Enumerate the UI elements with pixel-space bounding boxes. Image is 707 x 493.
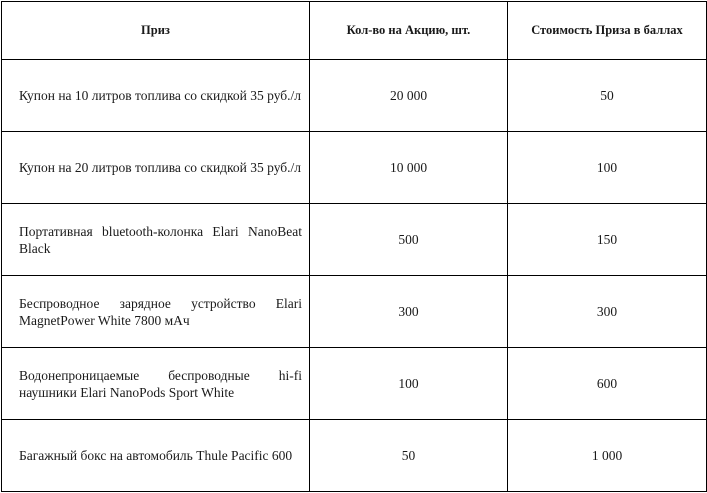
cost-cell: 150 <box>508 204 707 276</box>
prize-name-cell: Купон на 10 литров топлива со скидкой 35 руб./л <box>2 60 310 132</box>
quantity-cell: 50 <box>310 420 508 492</box>
cost-cell: 1 000 <box>508 420 707 492</box>
prize-name-cell: Портативная bluetooth-колонка Elari NanoBeat Black <box>2 204 310 276</box>
table-row <box>2 132 707 204</box>
prize-name-cell: Купон на 20 литров топлива со скидкой 35 руб./л <box>2 132 310 204</box>
quantity-cell: 300 <box>310 276 508 348</box>
cost-cell: 600 <box>508 348 707 420</box>
header-cost: Стоимость Приза в баллах <box>508 2 707 60</box>
prize-name-cell: Беспроводное зарядное устройство Elari MagnetPower White 7800 мАч <box>2 276 310 348</box>
table-row <box>2 420 707 492</box>
quantity-cell: 20 000 <box>310 60 508 132</box>
quantity-cell: 10 000 <box>310 132 508 204</box>
quantity-cell: 500 <box>310 204 508 276</box>
quantity-cell: 100 <box>310 348 508 420</box>
table-row <box>2 60 707 132</box>
header-prize: Приз <box>2 2 310 60</box>
table-row <box>2 276 707 348</box>
prize-table <box>1 1 707 492</box>
cost-cell: 100 <box>508 132 707 204</box>
table-header <box>2 2 707 60</box>
prize-name-cell: Багажный бокс на автомобиль Thule Pacific 600 <box>2 420 310 492</box>
header-quantity: Кол-во на Акцию, шт. <box>310 2 508 60</box>
table-row <box>2 204 707 276</box>
table-row <box>2 348 707 420</box>
cost-cell: 300 <box>508 276 707 348</box>
header-row <box>2 2 707 60</box>
prize-name-cell: Водонепроницаемые беспроводные hi-fi наушники Elari NanoPods Sport White <box>2 348 310 420</box>
table-body <box>2 60 707 492</box>
cost-cell: 50 <box>508 60 707 132</box>
